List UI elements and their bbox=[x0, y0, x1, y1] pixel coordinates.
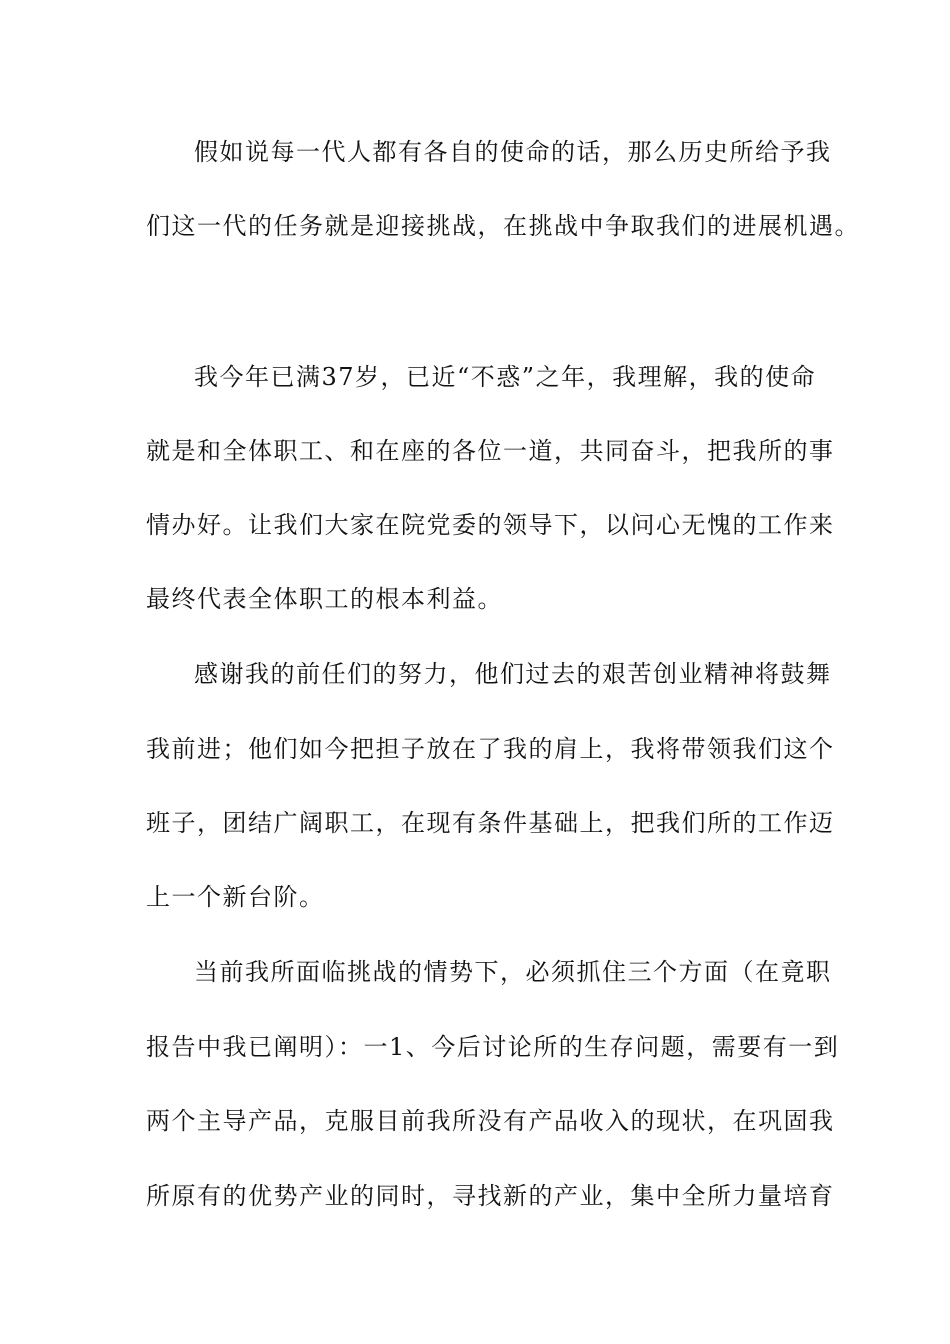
paragraph-line: 我前进；他们如今把担子放在了我的肩上，我将带领我们这个 bbox=[146, 735, 835, 763]
paragraph-line: 班子，团结广阔职工，在现有条件基础上，把我们所的工作迈 bbox=[146, 809, 835, 837]
paragraph-line: 我今年已满37岁，已近“不惑”之年，我理解，我的使命 bbox=[194, 363, 817, 391]
paragraph-line: 最终代表全体职工的根本利益。 bbox=[146, 585, 503, 613]
paragraph-line: 感谢我的前任们的努力，他们过去的艰苦创业精神将鼓舞 bbox=[194, 660, 832, 688]
paragraph-line: 当前我所面临挑战的情势下，必须抓住三个方面（在竟职 bbox=[194, 958, 832, 986]
paragraph-line: 就是和全体职工、和在座的各位一道，共同奋斗，把我所的事 bbox=[146, 437, 835, 465]
paragraph-line: 情办好。让我们大家在院党委的领导下，以问心无愧的工作来 bbox=[146, 511, 835, 539]
paragraph-line: 所原有的优势产业的同时，寻找新的产业，集中全所力量培育 bbox=[146, 1182, 835, 1210]
paragraph-line: 们这一代的任务就是迎接挑战，在挑战中争取我们的进展机遇。 bbox=[146, 212, 860, 240]
paragraph-line: 假如说每一代人都有各自的使命的话，那么历史所给予我 bbox=[194, 138, 832, 166]
paragraph-line: 报告中我已阐明）：一1、今后讨论所的生存问题，需要有一到 bbox=[146, 1033, 840, 1061]
paragraph-line: 两个主导产品，克服目前我所没有产品收入的现状，在巩固我 bbox=[146, 1107, 835, 1135]
paragraph-line: 上一个新台阶。 bbox=[146, 883, 325, 911]
